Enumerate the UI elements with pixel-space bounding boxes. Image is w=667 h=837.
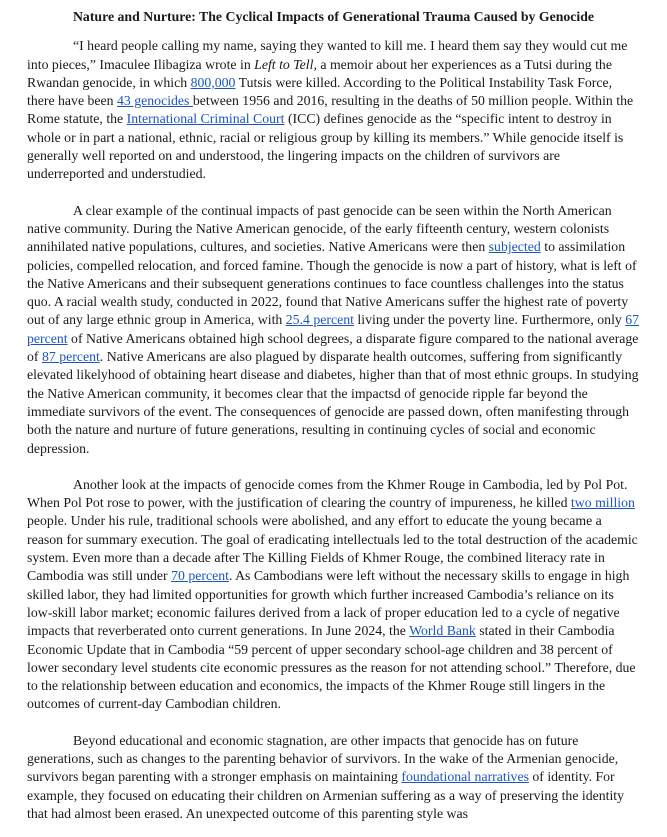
p1-text-2: a memoir about her experiences as a Tutsi during the Rwandan genocide, in which: [27, 56, 612, 90]
p3-text-2: people. Under his rule, traditional schools were abolished, and any effort to educate the young became a reason for summary execution. The goal of eradicating intellectuals led to the total destruction of the academic system. Even more than a decade after The Killing Fields of Khmer Rouge, the combined literacy rate in Cambodia was still under: [27, 513, 638, 584]
p3-text-1: Another look at the impacts of genocide comes from the Khmer Rouge in Cambodia, led by Pol Pot. When Pol Pot rose to power, with the justification of clearing the country of impureness, he killed: [27, 476, 628, 511]
link-international-criminal-court[interactable]: International Criminal Court: [126, 111, 285, 127]
p4-text-1: Beyond educational and economic stagnation, are other impacts that genocide has on future generations, such as changes to the parenting behavior of survivors. In the wake of the Armenian genocide, survivors began parenting with a stronger emphasis on maintaining: [27, 732, 619, 785]
paragraph-4: [27, 732, 640, 823]
p4-text-2: of identity. For example, they focused on educating their children on Armenian suffering as a way of preserving the identity that had almost been erased. An unexpected outcome of this parenting style was: [27, 769, 625, 821]
p2-text-5: . Native Americans are also plagued by disparate health outcomes, suffering from significantly elevated likelyhood of obtaining heart disease and diabetes, higher than that of most ethnic groups. In studying the Native American community, it becomes clear that the impactsd of genocide ripple far beyond the immediate survivors of the event. The consequences of genocide are passed down, often manifesting through both the nature and nurture of future generations, resulting in continuing cycles of social and economic depression.: [27, 349, 639, 456]
link-800000[interactable]: 800,000: [190, 74, 236, 90]
p2-text-4: of Native Americans obtained high school degrees, a disparate figure compared to the national average of: [27, 330, 639, 365]
p2-text-2: to assimilation policies, compelled relocation, and forced famine. Though the genocide is now a part of history, what is left of the Native Americans and their subsequent generations continues to face countless challenges into the status quo. A racial wealth study, conducted in 2022, found that Native Americans suffer the highest rate of poverty out of any large ethnic group in America, with: [27, 239, 637, 328]
p2-text-1: A clear example of the continual impacts of past genocide can be seen within the North American native community. During the Native American genocide, of the early fifteenth century, western colonists annihilated native populations, cultures, and societies. Native Americans were then: [27, 202, 612, 255]
p2-text-3: living under the poverty line. Furthermore, only: [353, 312, 626, 328]
link-foundational-narratives[interactable]: foundational narratives: [401, 769, 529, 785]
p3-text-3: . As Cambodians were left without the necessary skills to engage in high skilled labor, they had limited opportunities for growth which further increased Cambodia’s reliance on its low-skill labor market; economic failures derived from a lack of proper education led to a cycle of negative impacts that reverberated onto current generations. In June 2024, the: [27, 568, 630, 639]
link-70-percent[interactable]: 70 percent: [171, 568, 229, 584]
p3-text-4: stated in their Cambodia Economic Update that in Cambodia “59 percent of upper secondary school-age children and 38 percent of lower secondary level students cite economic pressures as the reason for not attending school.” Therefore, due to the relationship between education and economics, the impacts of the Khmer Rouge still lingers in the outcomes of current-day Cambodian children.: [27, 623, 636, 712]
link-subjected[interactable]: subjected: [488, 239, 541, 255]
book-title: Left to Tell,: [254, 56, 317, 72]
p1-text-1: “I heard people calling my name, saying they wanted to kill me. I heard them say they would cut me into pieces,” Imaculee Ilibagiza wrote in: [27, 38, 628, 72]
p1-text-5: (ICC) defines genocide as the “specific intent to destroy in whole or in part a national, ethnic, racial or religious group by killing its members.” While genocide itself is generally well reported on and understood, the lingering impacts on the children of survivors are underreported and understudied.: [27, 111, 624, 182]
link-two-million[interactable]: two million: [570, 495, 635, 511]
link-43-genocides[interactable]: 43 genocides: [117, 93, 193, 109]
paragraph-1: [27, 37, 640, 183]
link-world-bank[interactable]: World Bank: [409, 623, 476, 639]
document-title: Nature and Nurture: The Cyclical Impacts of Generational Trauma Caused by Genocide: [72, 9, 595, 24]
link-25-4-percent[interactable]: 25.4 percent: [285, 312, 354, 328]
paragraph-2: [27, 202, 640, 458]
link-67-percent[interactable]: 67 percent: [27, 312, 640, 346]
paragraph-3: [27, 476, 640, 714]
p1-text-3: Tutsis were killed. According to the Political Instability Task Force, there have been: [27, 74, 613, 109]
link-87-percent[interactable]: 87 percent: [41, 349, 100, 365]
p1-text-4: between 1956 and 2016, resulting in the deaths of 50 million people. Within the Rome statute, the: [27, 93, 634, 127]
